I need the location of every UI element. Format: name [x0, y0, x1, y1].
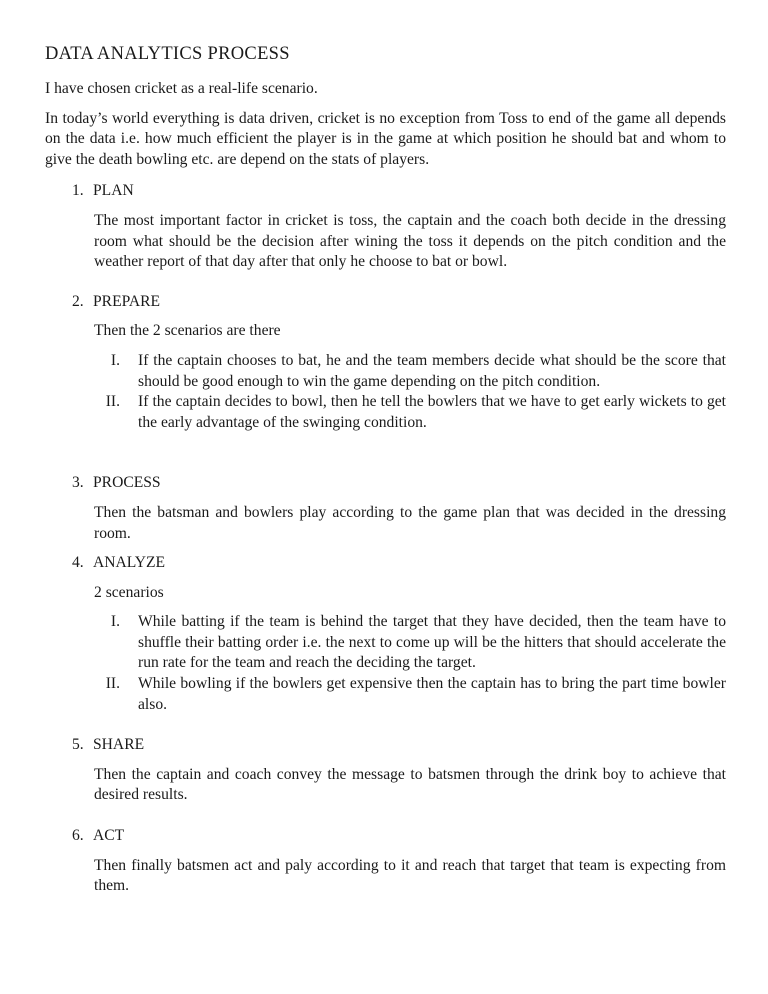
section-heading: [72, 292, 726, 313]
section-prepare: [45, 292, 726, 434]
section-analyze: [45, 553, 726, 715]
roman-list-item: [45, 674, 726, 715]
roman-list: [45, 351, 726, 433]
section-heading-label: PLAN: [93, 182, 134, 200]
section-heading: [72, 553, 726, 574]
intro-paragraph-2: In today’s world everything is data driven, cricket is no exception from Toss to end of the game all depends on the data i.e. how much efficient the player is in the game at which position he should bat and whom to give the death bowling etc. are depend on the stats of players.: [45, 109, 726, 168]
roman-numeral: I.: [110, 613, 120, 631]
section-number: 3.: [72, 474, 84, 492]
section-heading-label: PROCESS: [93, 474, 161, 492]
section-heading: [72, 473, 726, 494]
section-number: 2.: [72, 292, 84, 310]
section-heading-label: ACT: [93, 827, 125, 845]
section-number: 5.: [72, 736, 84, 754]
roman-item-text: While bowling if the bowlers get expensive then the captain has to bring the part time bowler also.: [138, 675, 726, 713]
roman-list: [45, 612, 726, 715]
roman-numeral: II.: [105, 393, 120, 411]
section-act: [45, 826, 726, 897]
roman-list-item: [45, 392, 726, 433]
roman-numeral: I.: [110, 351, 120, 369]
section-heading-label: PREPARE: [93, 292, 161, 310]
page-title: DATA ANALYTICS PROCESS: [45, 44, 290, 64]
section-paragraph: Then the captain and coach convey the message to batsmen through the drink boy to achieve that desired results.: [94, 765, 726, 804]
section-paragraph: Then the batsman and bowlers play according to the game plan that was decided in the dressing room.: [94, 503, 726, 542]
section-number: 4.: [72, 554, 84, 572]
section-heading: [72, 735, 726, 756]
intro-paragraph-1: I have chosen cricket as a real-life scenario.: [45, 80, 318, 97]
section-heading: [72, 826, 726, 847]
section-heading-label: SHARE: [93, 736, 145, 754]
roman-numeral: II.: [105, 675, 120, 693]
section-number: 6.: [72, 827, 84, 845]
section-heading: [72, 181, 726, 202]
section-plan: [45, 181, 726, 272]
roman-list-item: [45, 612, 726, 674]
section-paragraph: Then finally batsmen act and paly according to it and reach that target that team is expecting from them.: [94, 856, 726, 895]
roman-item-text: If the captain decides to bowl, then he tell the bowlers that we have to get early wickets to get the early advantage of the swinging condition.: [138, 393, 726, 431]
section-process: [45, 473, 726, 544]
section-paragraph: Then the 2 scenarios are there: [94, 322, 281, 340]
roman-item-text: If the captain chooses to bat, he and the team members decide what should be the score that should be good enough to win the game depending on the pitch condition.: [138, 351, 726, 390]
section-heading-label: ANALYZE: [93, 554, 166, 572]
section-paragraph: The most important factor in cricket is toss, the captain and the coach both decide in the dressing room what should be the decision after wining the toss it depends on the pitch condition and the weather report of that day after that only he choose to bat or bowl.: [94, 211, 726, 271]
section-share: [45, 735, 726, 806]
section-paragraph: 2 scenarios: [94, 583, 164, 601]
roman-list-item: [45, 351, 726, 392]
section-number: 1.: [72, 182, 84, 200]
roman-item-text: While batting if the team is behind the target that they have decided, then the team have to shuffle their batting order i.e. the next to come up will be the hitters that should accelerate the run rate for the team and reach the deciding the target.: [138, 613, 726, 672]
